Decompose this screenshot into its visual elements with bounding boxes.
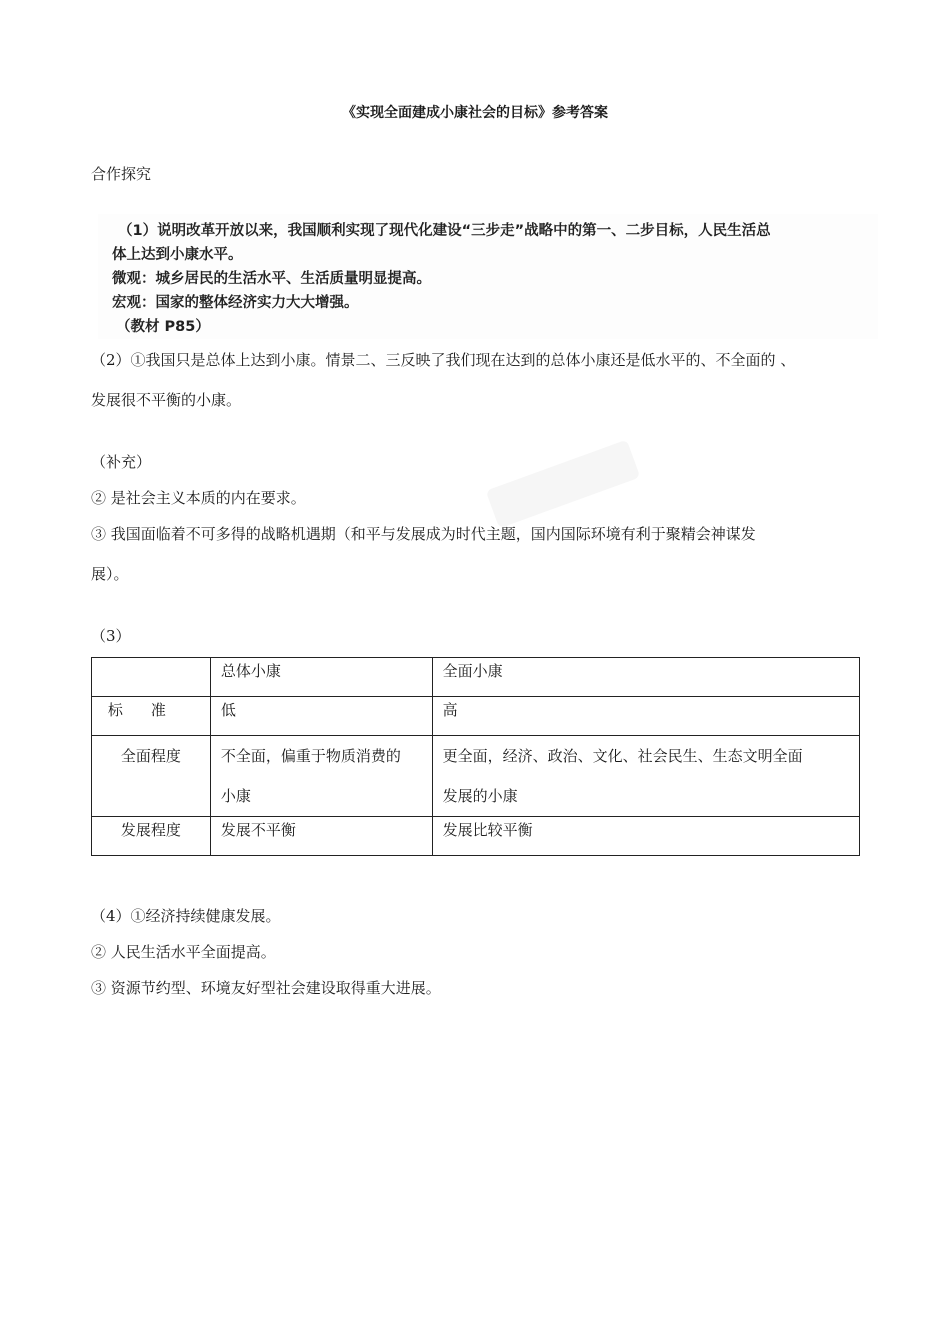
row-label: 发展程度	[92, 817, 211, 856]
answer2-line: 发展很不平衡的小康。	[91, 391, 242, 409]
cell-line: 小康	[220, 787, 251, 805]
document-title: 《实现全面建成小康社会的目标》参考答案	[342, 105, 608, 121]
table-header-cell: 总体小康	[210, 658, 432, 697]
answer4-line: ③ 资源节约型、环境友好型社会建设取得重大进展。	[91, 979, 441, 997]
table-cell	[210, 736, 432, 817]
watermark	[486, 440, 641, 529]
excerpt-line: 宏观：国家的整体经济实力大大增强。	[112, 295, 359, 311]
cell-line: 更全面，经济、政治、文化、社会民生、生态文明全面	[442, 747, 803, 765]
table-cell: 高	[432, 697, 859, 736]
table-header-row	[92, 658, 860, 697]
section-label: 合作探究	[91, 165, 152, 183]
table-header-cell: 全面小康	[432, 658, 859, 697]
row-label	[92, 697, 211, 736]
table-row	[92, 736, 860, 817]
row-label: 全面程度	[92, 736, 211, 817]
excerpt-line: （1）说明改革开放以来，我国顺利实现了现代化建设“三步走”战略中的第一、二步目标，人民生活总	[118, 223, 771, 239]
supplement-item: 展）。	[91, 565, 129, 583]
table-cell	[92, 658, 211, 697]
table-cell: 低	[210, 697, 432, 736]
supplement-item: ② 是社会主义本质的内在要求。	[91, 489, 306, 507]
cell-line: 发展的小康	[442, 787, 518, 805]
supplement-label: （补充）	[91, 453, 152, 471]
table-cell: 发展比较平衡	[432, 817, 859, 856]
textbook-excerpt-image	[98, 214, 878, 339]
table-cell	[432, 736, 859, 817]
table-row	[92, 817, 860, 856]
row-label-text: 标准	[107, 701, 194, 719]
table-row	[92, 697, 860, 736]
table-cell: 发展不平衡	[210, 817, 432, 856]
excerpt-line: （教材 P85）	[116, 319, 210, 335]
excerpt-line: 微观：城乡居民的生活水平、生活质量明显提高。	[112, 271, 431, 287]
excerpt-line: 体上达到小康水平。	[112, 247, 243, 263]
answer2-line: （2）①我国只是总体上达到小康。情景二、三反映了我们现在达到的总体小康还是低水平的、不全面的 、	[91, 351, 796, 369]
answer4-line: （4）①经济持续健康发展。	[91, 907, 281, 925]
cell-line: 不全面，偏重于物质消费的	[220, 747, 401, 765]
supplement-item: ③ 我国面临着不可多得的战略机遇期（和平与发展成为时代主题，国内国际环境有利于聚精会神谋发	[91, 525, 756, 543]
comparison-table	[91, 657, 860, 856]
answer3-label: （3）	[91, 627, 131, 645]
answer4-line: ② 人民生活水平全面提高。	[91, 943, 276, 961]
